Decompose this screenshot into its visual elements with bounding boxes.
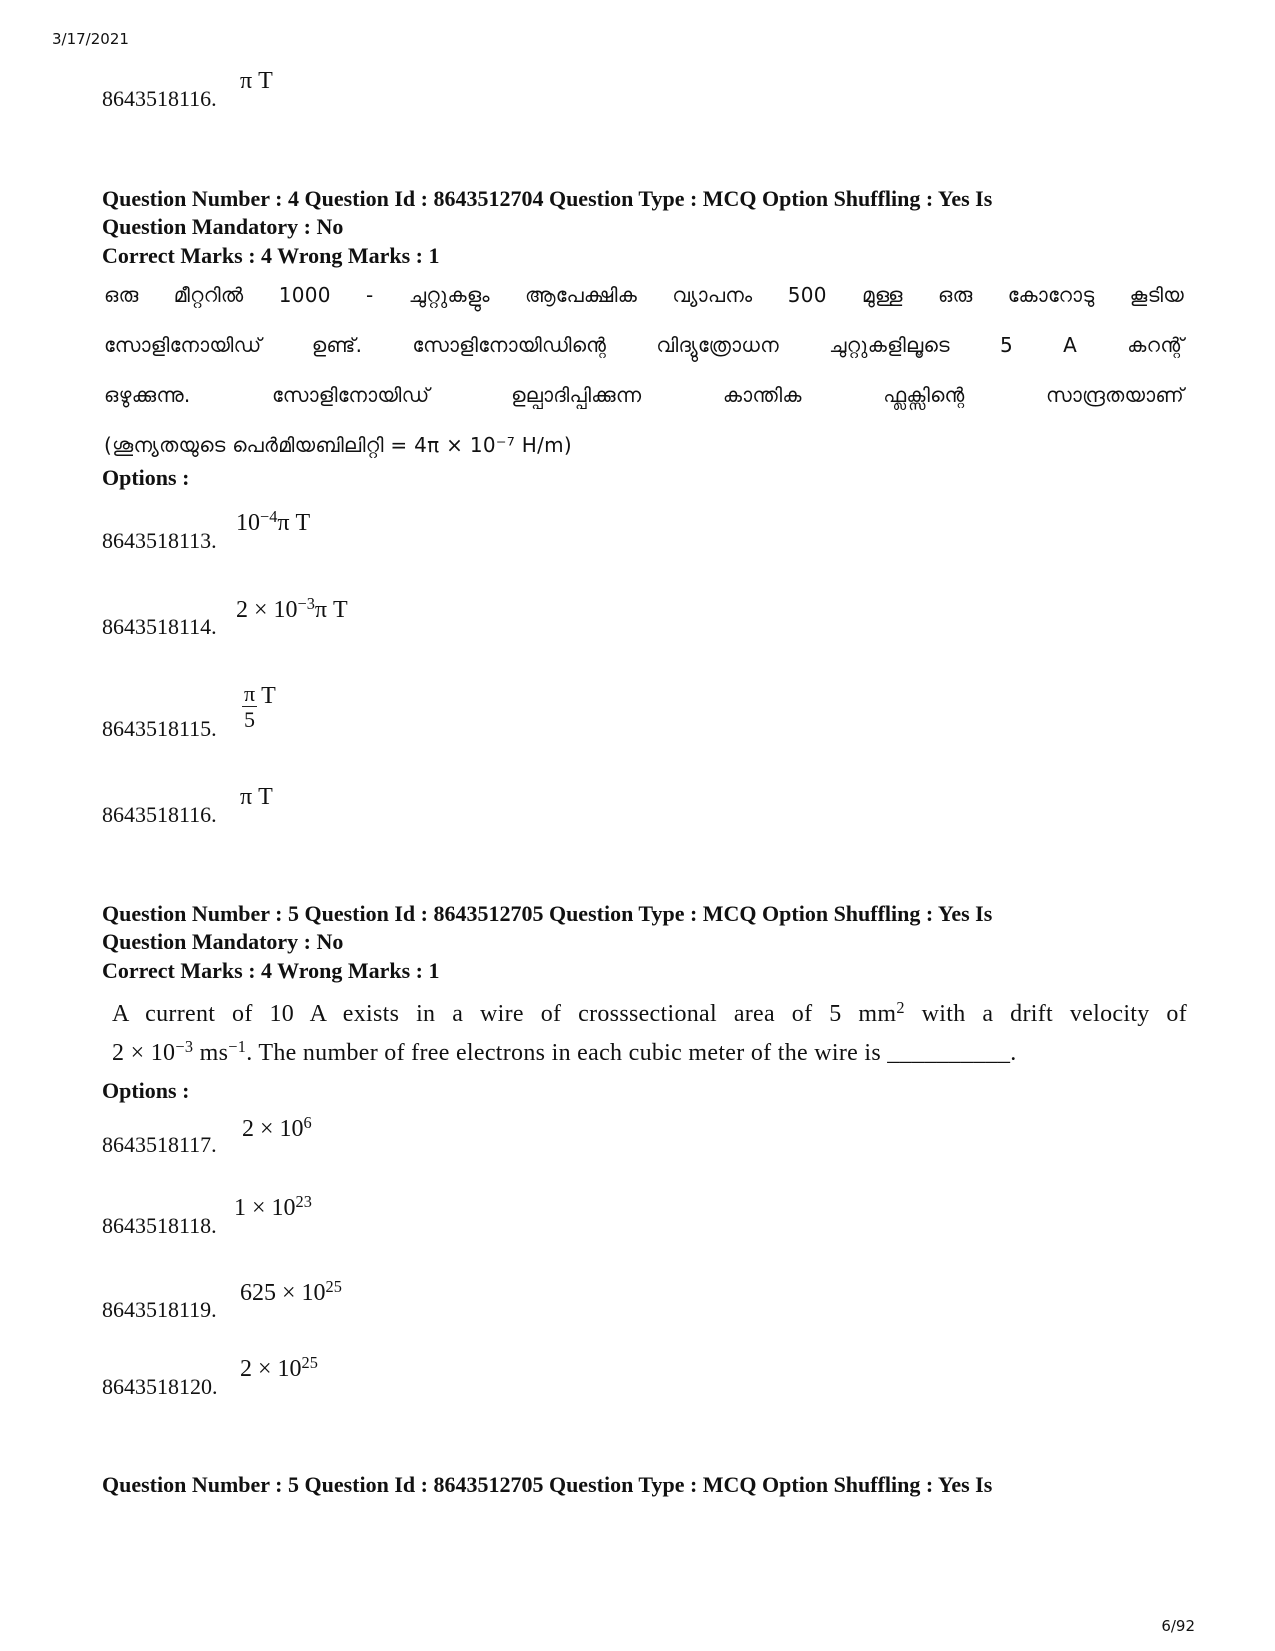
option-value: $2 \times 10^{-3}\pi$ T (236, 593, 348, 623)
option-value: π T (240, 68, 273, 94)
question-5-marks: Correct Marks : 4 Wrong Marks : 1 (102, 958, 440, 983)
question-4-options-label: Options : (102, 465, 190, 490)
option-value: $10^{-4}\pi$ T (236, 506, 311, 536)
option-value: $625 \times 10^{25}$ (240, 1276, 342, 1306)
question-5-repeat-header: Question Number : 5 Question Id : 8643512705 Question Type : MCQ Option Shuffling : Yes Is (102, 1472, 993, 1497)
option-id: 8643518120. (102, 1374, 218, 1399)
print-date: 3/17/2021 (52, 30, 129, 48)
option-value: $1 \times 10^{23}$ (234, 1191, 312, 1221)
question-5-text: A current of 10 A exists in a wire of crosssectional area of 5 $mm^2$ with a drift velocity of $2 \times 10^{-3}$ $ms^{-1}$. The number of free electrons in each cubic meter of the wire is __________. (112, 997, 1187, 1066)
question-4-header: Question Number : 4 Question Id : 8643512704 Question Type : MCQ Option Shuffling : Yes Is Question Mandatory : No (102, 186, 993, 239)
option-id: 8643518119. (102, 1297, 217, 1322)
option-value: $2 \times 10^6$ (242, 1112, 312, 1142)
option-id: 8643518114. (102, 614, 217, 639)
option-id: 8643518118. (102, 1213, 217, 1238)
option-id: 8643518115. (102, 716, 217, 741)
page-number: 6/92 (1161, 1617, 1195, 1635)
option-id: 8643518117. (102, 1132, 217, 1157)
question-4-marks: Correct Marks : 4 Wrong Marks : 1 (102, 243, 440, 268)
question-5-options-label: Options : (102, 1078, 190, 1103)
question-5-header: Question Number : 5 Question Id : 8643512705 Question Type : MCQ Option Shuffling : Yes Is Question Mandatory : No (102, 901, 993, 954)
option-id: 8643518113. (102, 528, 217, 553)
option-value: π T (240, 784, 273, 810)
option-value: $2 \times 10^{25}$ (240, 1352, 318, 1382)
option-id: 8643518116. (102, 802, 217, 827)
question-4-text: ഒരു മീറ്ററിൽ 1000 - ചുറ്റുകളും ആപേക്ഷിക വ്യാപനം 500 മുള്ള ഒരു കോറോടു കൂടിയ സോളിനോയിഡ് ഉണ്ട്. സോളിനോയിഡിന്റെ വിദ്യുത്രോധന ചുറ്റുകളിലൂടെ 5 A കറന്റ് ഒഴുക്കുന്നു. സോളിനോയിഡ് ഉല്പാദിപ്പിക്കുന്ന കാന്തിക ഫ്ലക്സിന്റെ സാന്ദ്രതയാണ് (ശൂന്യതയുടെ പെർമിയബിലിറ്റി = 4π × 10⁻⁷ H/m) (104, 283, 1184, 457)
option-id: 8643518116. (102, 86, 217, 111)
option-value: $\frac{\pi}{5}$ T (244, 681, 276, 732)
